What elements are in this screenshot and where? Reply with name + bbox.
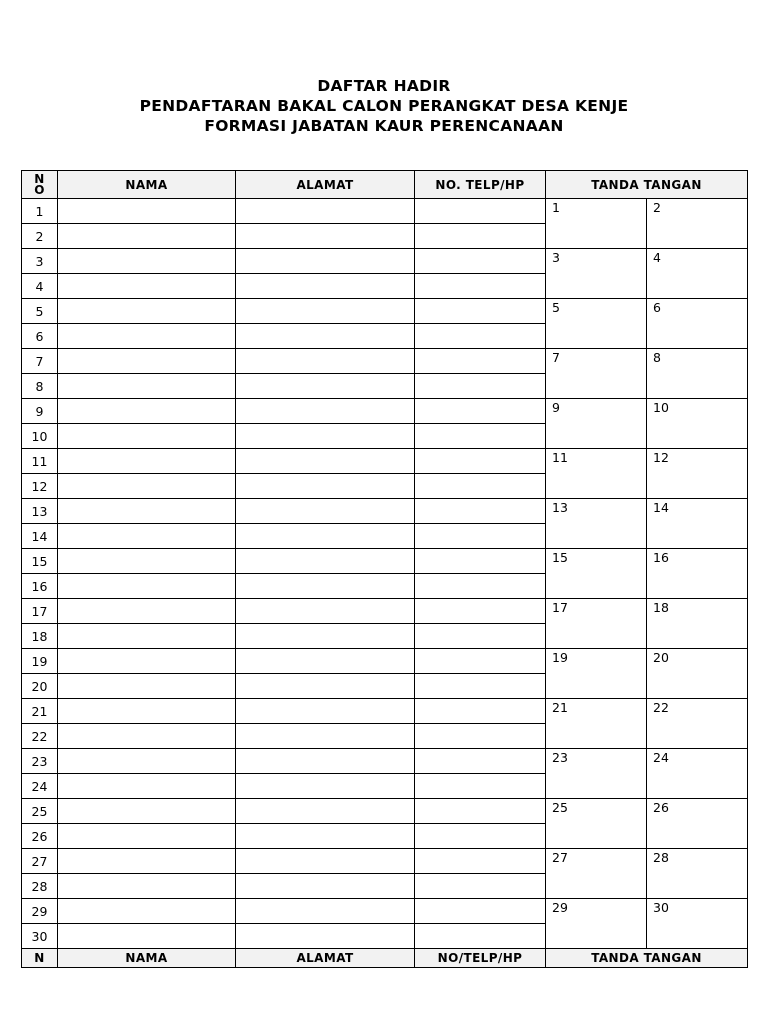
row-number: 9 bbox=[22, 399, 58, 424]
row-number: 22 bbox=[22, 724, 58, 749]
nama-cell[interactable] bbox=[58, 349, 236, 374]
signature-cell[interactable] bbox=[546, 499, 647, 549]
telp-cell[interactable] bbox=[415, 599, 546, 624]
signature-cell[interactable] bbox=[546, 649, 647, 699]
alamat-cell[interactable] bbox=[236, 899, 415, 924]
signature-number: 7 bbox=[552, 350, 560, 365]
alamat-cell[interactable] bbox=[236, 599, 415, 624]
signature-cell[interactable] bbox=[546, 549, 647, 599]
signature-number: 13 bbox=[552, 500, 568, 515]
row-number: 1 bbox=[22, 199, 58, 224]
signature-number: 10 bbox=[653, 400, 669, 415]
row-number: 30 bbox=[22, 924, 58, 949]
signature-cell[interactable] bbox=[546, 199, 647, 249]
header-alamat: ALAMAT bbox=[236, 171, 415, 199]
table-row bbox=[22, 399, 748, 424]
nama-cell[interactable] bbox=[58, 924, 236, 949]
header-no bbox=[22, 171, 58, 199]
alamat-cell[interactable] bbox=[236, 724, 415, 749]
row-number: 24 bbox=[22, 774, 58, 799]
footer-alamat: ALAMAT bbox=[236, 949, 415, 968]
row-number: 10 bbox=[22, 424, 58, 449]
title-line-1: DAFTAR HADIR bbox=[317, 77, 451, 95]
alamat-cell[interactable] bbox=[236, 324, 415, 349]
nama-cell[interactable] bbox=[58, 424, 236, 449]
alamat-cell[interactable] bbox=[236, 774, 415, 799]
row-number: 25 bbox=[22, 799, 58, 824]
nama-cell[interactable] bbox=[58, 649, 236, 674]
alamat-cell[interactable] bbox=[236, 549, 415, 574]
signature-cell[interactable] bbox=[647, 799, 748, 849]
alamat-cell[interactable] bbox=[236, 749, 415, 774]
footer-no: N bbox=[22, 949, 58, 968]
header-tanda-tangan: TANDA TANGAN bbox=[546, 171, 748, 199]
alamat-cell[interactable] bbox=[236, 424, 415, 449]
attendance-table bbox=[21, 170, 748, 968]
signature-cell[interactable] bbox=[647, 699, 748, 749]
signature-number: 28 bbox=[653, 850, 669, 865]
nama-cell[interactable] bbox=[58, 699, 236, 724]
alamat-cell[interactable] bbox=[236, 649, 415, 674]
alamat-cell[interactable] bbox=[236, 349, 415, 374]
telp-cell[interactable] bbox=[415, 224, 546, 249]
row-number: 20 bbox=[22, 674, 58, 699]
signature-number: 29 bbox=[552, 900, 568, 915]
nama-cell[interactable] bbox=[58, 824, 236, 849]
row-number: 14 bbox=[22, 524, 58, 549]
alamat-cell[interactable] bbox=[236, 674, 415, 699]
signature-cell[interactable] bbox=[647, 249, 748, 299]
signature-number: 1 bbox=[552, 200, 560, 215]
telp-cell[interactable] bbox=[415, 349, 546, 374]
table-row bbox=[22, 799, 748, 824]
header-telp: NO. TELP/HP bbox=[415, 171, 546, 199]
row-number: 4 bbox=[22, 274, 58, 299]
row-number: 18 bbox=[22, 624, 58, 649]
signature-cell[interactable] bbox=[647, 399, 748, 449]
telp-cell[interactable] bbox=[415, 524, 546, 549]
nama-cell[interactable] bbox=[58, 474, 236, 499]
nama-cell[interactable] bbox=[58, 449, 236, 474]
signature-cell[interactable] bbox=[546, 249, 647, 299]
alamat-cell[interactable] bbox=[236, 374, 415, 399]
signature-number: 19 bbox=[552, 650, 568, 665]
table-row bbox=[22, 749, 748, 774]
nama-cell[interactable] bbox=[58, 374, 236, 399]
telp-cell[interactable] bbox=[415, 299, 546, 324]
signature-number: 18 bbox=[653, 600, 669, 615]
row-number: 21 bbox=[22, 699, 58, 724]
row-number: 12 bbox=[22, 474, 58, 499]
signature-cell[interactable] bbox=[647, 449, 748, 499]
telp-cell[interactable] bbox=[415, 799, 546, 824]
signature-number: 26 bbox=[653, 800, 669, 815]
signature-cell[interactable] bbox=[546, 899, 647, 949]
alamat-cell[interactable] bbox=[236, 299, 415, 324]
signature-number: 27 bbox=[552, 850, 568, 865]
row-number: 11 bbox=[22, 449, 58, 474]
title-line-3: FORMASI JABATAN KAUR PERENCANAAN bbox=[204, 117, 564, 135]
signature-cell[interactable] bbox=[647, 849, 748, 899]
signature-number: 11 bbox=[552, 450, 568, 465]
alamat-cell[interactable] bbox=[236, 199, 415, 224]
nama-cell[interactable] bbox=[58, 274, 236, 299]
telp-cell[interactable] bbox=[415, 749, 546, 774]
title-line-2: PENDAFTARAN BAKAL CALON PERANGKAT DESA KENJE bbox=[139, 97, 629, 115]
table-row bbox=[22, 199, 748, 224]
signature-number: 16 bbox=[653, 550, 669, 565]
nama-cell[interactable] bbox=[58, 549, 236, 574]
row-number: 2 bbox=[22, 224, 58, 249]
footer-tanda-tangan: TANDA TANGAN bbox=[546, 949, 748, 968]
telp-cell[interactable] bbox=[415, 199, 546, 224]
signature-number: 3 bbox=[552, 250, 560, 265]
signature-number: 9 bbox=[552, 400, 560, 415]
footer-telp: NO/TELP/HP bbox=[415, 949, 546, 968]
telp-cell[interactable] bbox=[415, 449, 546, 474]
signature-number: 5 bbox=[552, 300, 560, 315]
telp-cell[interactable] bbox=[415, 899, 546, 924]
header-nama: NAMA bbox=[58, 171, 236, 199]
alamat-cell[interactable] bbox=[236, 524, 415, 549]
signature-number: 17 bbox=[552, 600, 568, 615]
alamat-cell[interactable] bbox=[236, 799, 415, 824]
nama-cell[interactable] bbox=[58, 899, 236, 924]
nama-cell[interactable] bbox=[58, 224, 236, 249]
alamat-cell[interactable] bbox=[236, 574, 415, 599]
telp-cell[interactable] bbox=[415, 574, 546, 599]
alamat-cell[interactable] bbox=[236, 824, 415, 849]
nama-cell[interactable] bbox=[58, 724, 236, 749]
nama-cell[interactable] bbox=[58, 324, 236, 349]
alamat-cell[interactable] bbox=[236, 699, 415, 724]
nama-cell[interactable] bbox=[58, 674, 236, 699]
nama-cell[interactable] bbox=[58, 599, 236, 624]
signature-cell[interactable] bbox=[546, 799, 647, 849]
alamat-cell[interactable] bbox=[236, 474, 415, 499]
telp-cell[interactable] bbox=[415, 249, 546, 274]
alamat-cell[interactable] bbox=[236, 874, 415, 899]
signature-number: 22 bbox=[653, 700, 669, 715]
alamat-cell[interactable] bbox=[236, 624, 415, 649]
table-row bbox=[22, 849, 748, 874]
row-number: 27 bbox=[22, 849, 58, 874]
signature-cell[interactable] bbox=[647, 899, 748, 949]
signature-number: 6 bbox=[653, 300, 661, 315]
signature-cell[interactable] bbox=[546, 299, 647, 349]
telp-cell[interactable] bbox=[415, 424, 546, 449]
signature-cell[interactable] bbox=[546, 749, 647, 799]
header-row bbox=[22, 171, 748, 199]
telp-cell[interactable] bbox=[415, 649, 546, 674]
signature-cell[interactable] bbox=[647, 349, 748, 399]
nama-cell[interactable] bbox=[58, 249, 236, 274]
telp-cell[interactable] bbox=[415, 399, 546, 424]
telp-cell[interactable] bbox=[415, 924, 546, 949]
document-title bbox=[0, 76, 768, 136]
signature-cell[interactable] bbox=[546, 599, 647, 649]
signature-number: 30 bbox=[653, 900, 669, 915]
signature-number: 25 bbox=[552, 800, 568, 815]
footer-nama: NAMA bbox=[58, 949, 236, 968]
telp-cell[interactable] bbox=[415, 624, 546, 649]
signature-number: 12 bbox=[653, 450, 669, 465]
signature-number: 24 bbox=[653, 750, 669, 765]
alamat-cell[interactable] bbox=[236, 924, 415, 949]
row-number: 23 bbox=[22, 749, 58, 774]
signature-cell[interactable] bbox=[546, 349, 647, 399]
alamat-cell[interactable] bbox=[236, 274, 415, 299]
telp-cell[interactable] bbox=[415, 474, 546, 499]
alamat-cell[interactable] bbox=[236, 449, 415, 474]
row-number: 13 bbox=[22, 499, 58, 524]
table-row bbox=[22, 249, 748, 274]
telp-cell[interactable] bbox=[415, 674, 546, 699]
signature-cell[interactable] bbox=[647, 499, 748, 549]
signature-number: 14 bbox=[653, 500, 669, 515]
telp-cell[interactable] bbox=[415, 499, 546, 524]
footer-row bbox=[22, 949, 748, 968]
telp-cell[interactable] bbox=[415, 824, 546, 849]
nama-cell[interactable] bbox=[58, 749, 236, 774]
row-number: 28 bbox=[22, 874, 58, 899]
table-row bbox=[22, 599, 748, 624]
signature-number: 2 bbox=[653, 200, 661, 215]
signature-number: 20 bbox=[653, 650, 669, 665]
signature-number: 4 bbox=[653, 250, 661, 265]
table-row bbox=[22, 549, 748, 574]
header-no-line-1: N bbox=[34, 171, 45, 186]
telp-cell[interactable] bbox=[415, 874, 546, 899]
signature-cell[interactable] bbox=[647, 549, 748, 599]
nama-cell[interactable] bbox=[58, 874, 236, 899]
nama-cell[interactable] bbox=[58, 524, 236, 549]
alamat-cell[interactable] bbox=[236, 249, 415, 274]
nama-cell[interactable] bbox=[58, 574, 236, 599]
table-row bbox=[22, 699, 748, 724]
row-number: 15 bbox=[22, 549, 58, 574]
signature-cell[interactable] bbox=[546, 849, 647, 899]
telp-cell[interactable] bbox=[415, 724, 546, 749]
header-no-line-2: O bbox=[34, 182, 45, 197]
row-number: 16 bbox=[22, 574, 58, 599]
nama-cell[interactable] bbox=[58, 199, 236, 224]
row-number: 17 bbox=[22, 599, 58, 624]
nama-cell[interactable] bbox=[58, 499, 236, 524]
table-row bbox=[22, 899, 748, 924]
telp-cell[interactable] bbox=[415, 849, 546, 874]
nama-cell[interactable] bbox=[58, 624, 236, 649]
row-number: 6 bbox=[22, 324, 58, 349]
telp-cell[interactable] bbox=[415, 774, 546, 799]
table-row bbox=[22, 299, 748, 324]
alamat-cell[interactable] bbox=[236, 499, 415, 524]
telp-cell[interactable] bbox=[415, 324, 546, 349]
row-number: 26 bbox=[22, 824, 58, 849]
signature-cell[interactable] bbox=[546, 699, 647, 749]
table-row bbox=[22, 649, 748, 674]
telp-cell[interactable] bbox=[415, 699, 546, 724]
nama-cell[interactable] bbox=[58, 299, 236, 324]
nama-cell[interactable] bbox=[58, 799, 236, 824]
signature-cell[interactable] bbox=[647, 749, 748, 799]
row-number: 3 bbox=[22, 249, 58, 274]
table-body bbox=[22, 199, 748, 949]
telp-cell[interactable] bbox=[415, 374, 546, 399]
signature-number: 8 bbox=[653, 350, 661, 365]
row-number: 29 bbox=[22, 899, 58, 924]
row-number: 19 bbox=[22, 649, 58, 674]
signature-number: 21 bbox=[552, 700, 568, 715]
row-number: 8 bbox=[22, 374, 58, 399]
signature-cell[interactable] bbox=[647, 599, 748, 649]
alamat-cell[interactable] bbox=[236, 224, 415, 249]
signature-cell[interactable] bbox=[647, 299, 748, 349]
table-row bbox=[22, 499, 748, 524]
alamat-cell[interactable] bbox=[236, 849, 415, 874]
telp-cell[interactable] bbox=[415, 549, 546, 574]
row-number: 7 bbox=[22, 349, 58, 374]
signature-cell[interactable] bbox=[647, 199, 748, 249]
table-row bbox=[22, 449, 748, 474]
signature-number: 23 bbox=[552, 750, 568, 765]
nama-cell[interactable] bbox=[58, 399, 236, 424]
signature-number: 15 bbox=[552, 550, 568, 565]
signature-cell[interactable] bbox=[546, 399, 647, 449]
signature-cell[interactable] bbox=[546, 449, 647, 499]
telp-cell[interactable] bbox=[415, 274, 546, 299]
nama-cell[interactable] bbox=[58, 849, 236, 874]
nama-cell[interactable] bbox=[58, 774, 236, 799]
row-number: 5 bbox=[22, 299, 58, 324]
signature-cell[interactable] bbox=[647, 649, 748, 699]
table-row bbox=[22, 349, 748, 374]
alamat-cell[interactable] bbox=[236, 399, 415, 424]
